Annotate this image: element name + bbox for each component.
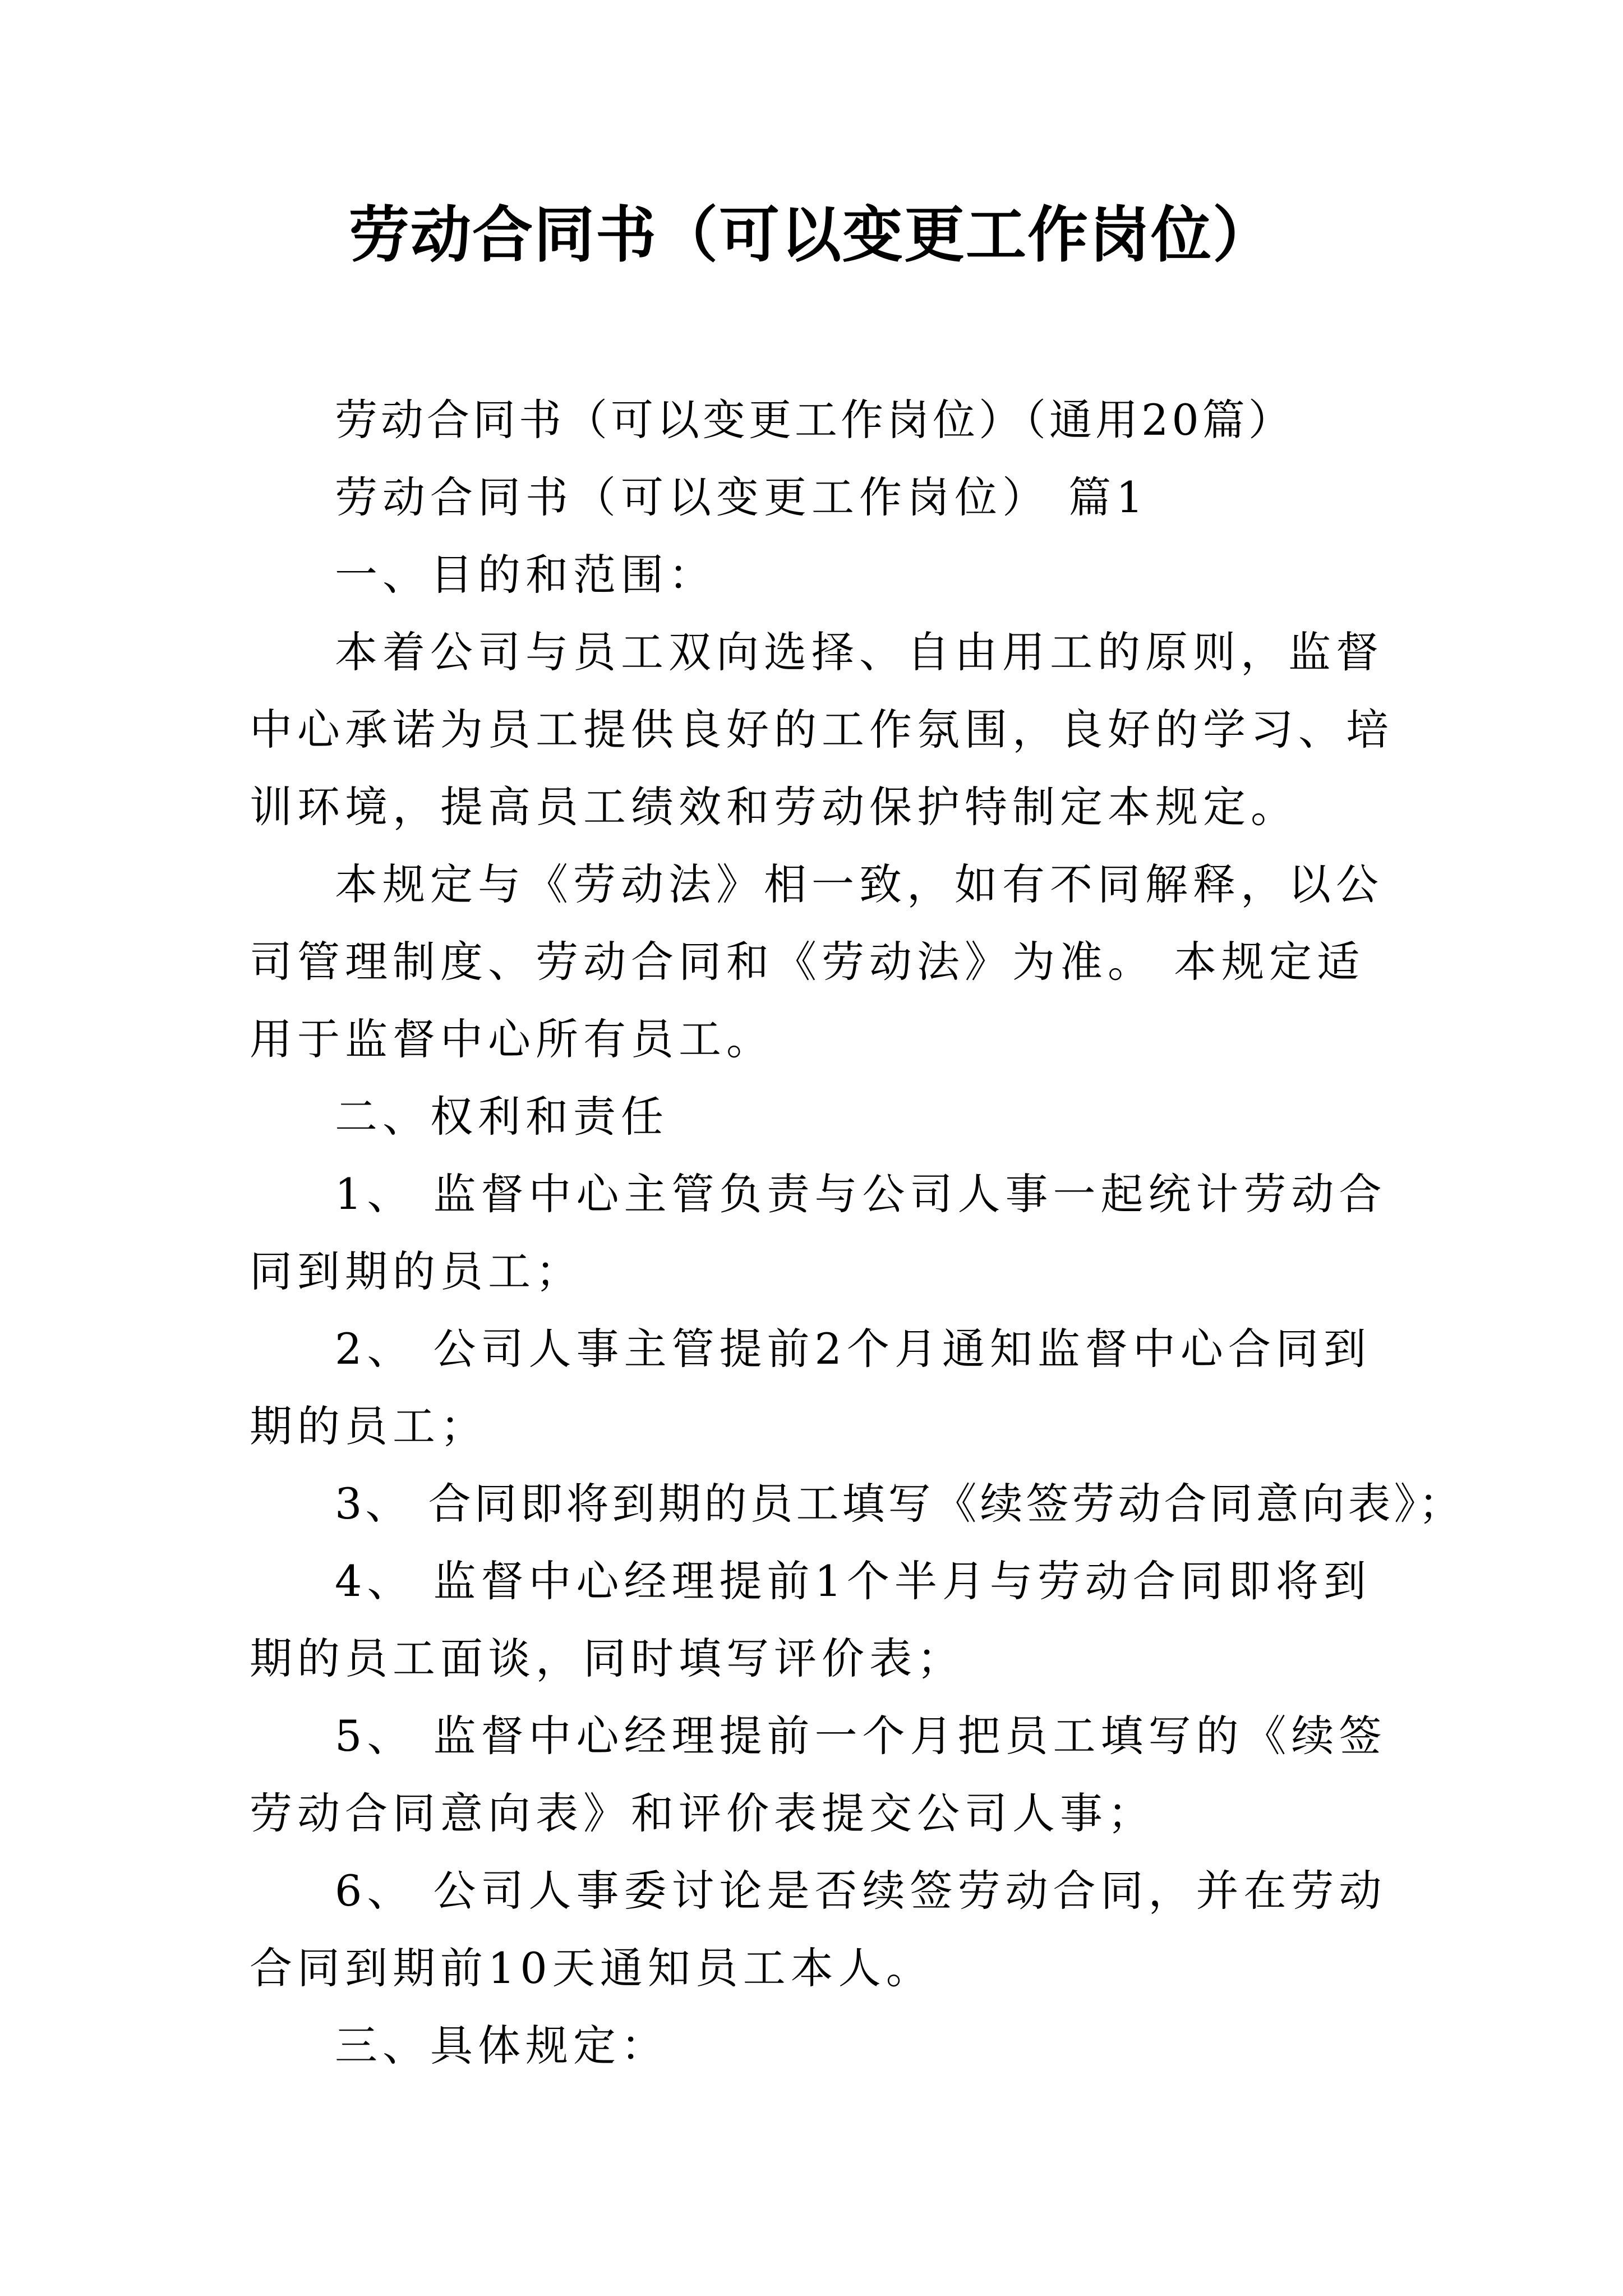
heading-specific-rules: 三、具体规定： (335, 2021, 668, 2070)
paragraph-principle: 本着公司与员工双向选择、自由用工的原则，监督中心承诺为员工提供良好的工作氛围，良好的学习、培训环境，提高员工绩效和劳动保护特制定本规定。 (250, 627, 1394, 832)
list-item-2: 2、 公司人事主管提前2个月通知监督中心合同到期的员工； (250, 1324, 1371, 1451)
list-item-6: 6、 公司人事委讨论是否续签劳动合同，并在劳动合同到期前10天通知员工本人。 (250, 1866, 1387, 1993)
document-body (250, 381, 1465, 2085)
section-heading-part-1: 劳动合同书（可以变更工作岗位） 篇1 (335, 472, 1149, 522)
list-item-3: 3、 合同即将到期的员工填写《续签劳动合同意向表》； (335, 1479, 1465, 1529)
document-title: 劳动合同书（可以变更工作岗位） (348, 200, 1274, 270)
list-item-1: 1、 监督中心主管负责与公司人事一起统计劳动合同到期的员工； (250, 1169, 1387, 1296)
list-item-4: 4、 监督中心经理提前1个半月与劳动合同即将到期的员工面谈，同时填写评价表； (250, 1556, 1371, 1683)
heading-purpose-scope: 一、目的和范围： (335, 550, 716, 600)
heading-rights-responsibilities: 二、权利和责任 (335, 1092, 668, 1142)
subtitle-paragraph: 劳动合同书（可以变更工作岗位）（通用20篇） (335, 395, 1294, 445)
list-item-5: 5、 监督中心经理提前一个月把员工填写的《续签劳动合同意向表》和评价表提交公司人事； (250, 1711, 1387, 1838)
paragraph-labor-law: 本规定与《劳动法》相一致，如有不同解释，以公司管理制度、劳动合同和《劳动法》为准。 本规定适用于监督中心所有员工。 (250, 859, 1384, 1064)
